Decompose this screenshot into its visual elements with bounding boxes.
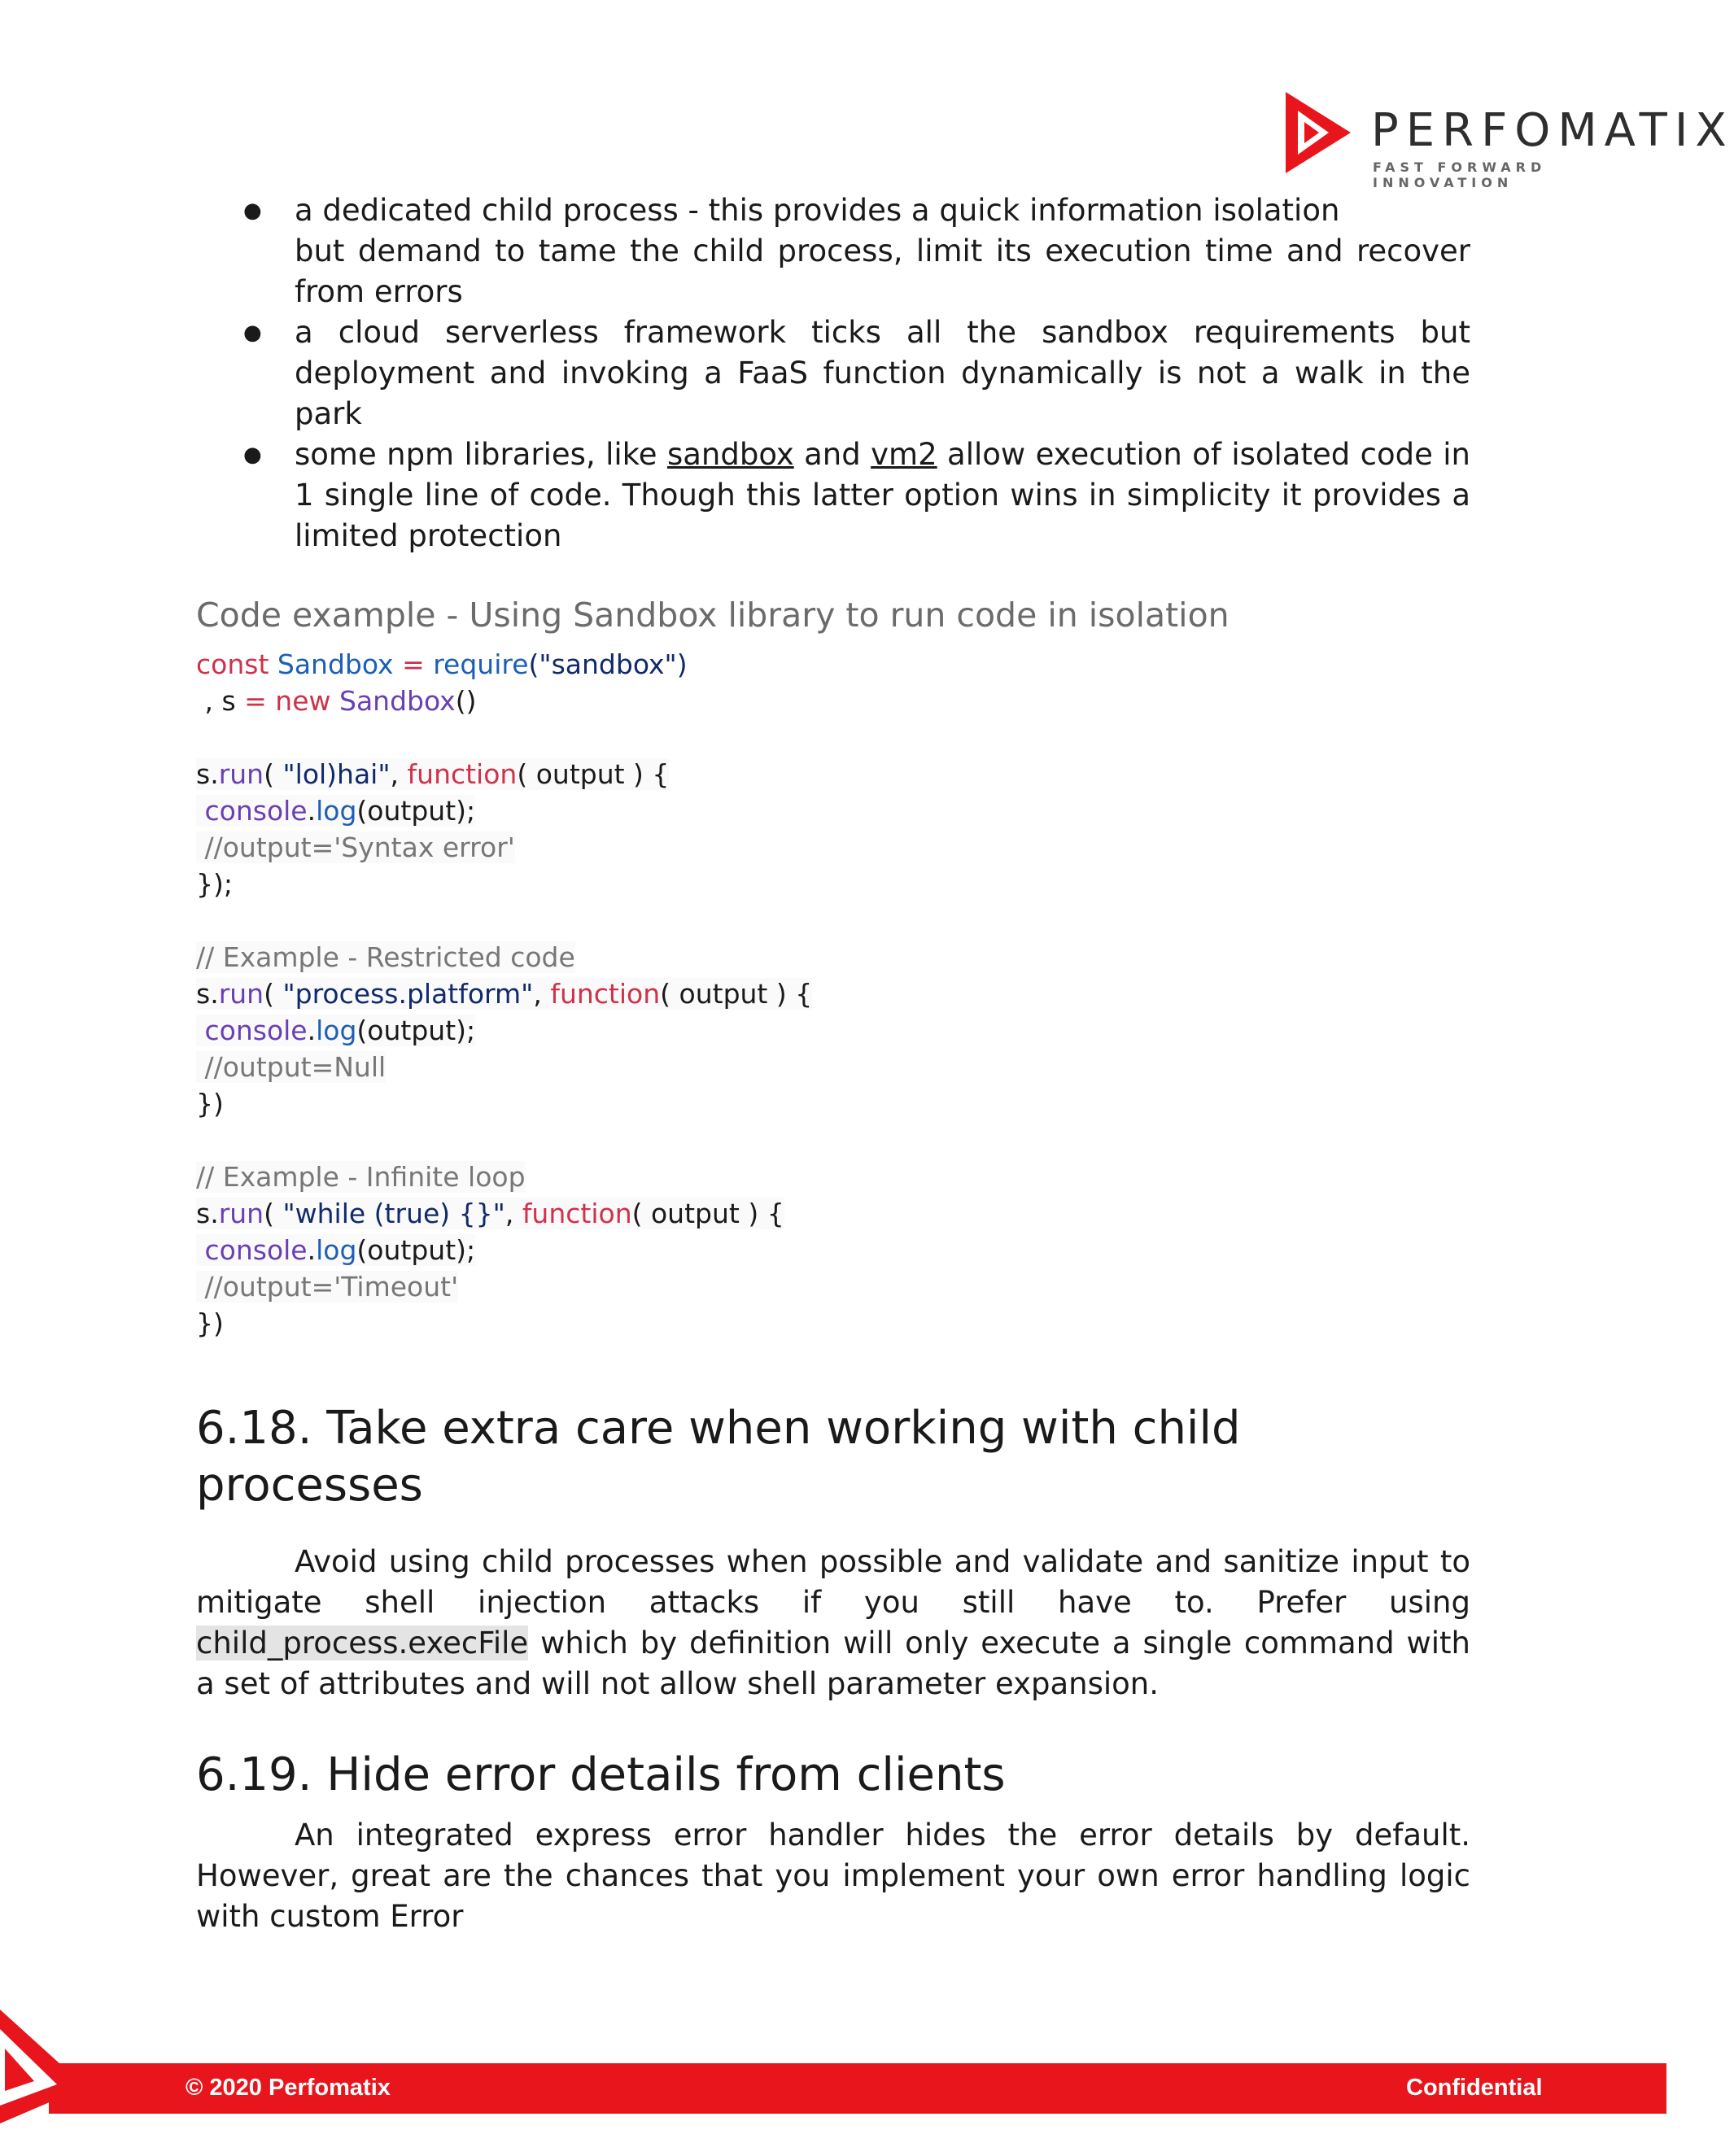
code-example-title: Code example - Using Sandbox library to run code in isolation bbox=[196, 596, 1230, 635]
footer-copyright: © 2020 Perfomatix bbox=[186, 2075, 391, 2101]
bullet-list bbox=[196, 190, 1470, 556]
bullet-1-line2: but demand to tame the child process, limit its execution time and recover from errors bbox=[295, 233, 1470, 309]
section-heading-6-19: 6.19. Hide error details from clients bbox=[196, 1748, 1006, 1801]
code-line: }); bbox=[196, 868, 233, 900]
code-line: }) bbox=[196, 1088, 224, 1119]
code-line: // Example - Restricted code bbox=[196, 941, 575, 973]
code-line: const Sandbox = require("sandbox") bbox=[196, 648, 688, 680]
vm2-link[interactable]: vm2 bbox=[871, 437, 937, 472]
footer-arrow-icon bbox=[0, 2010, 90, 2123]
code-line: //output='Syntax error' bbox=[196, 831, 515, 863]
code-line: console.log(output); bbox=[196, 792, 1470, 829]
bullet-3-after: allow execution of isolated code in 1 single line of code. Though this latter option wins in simplicity it provides a limited protection bbox=[295, 437, 1470, 553]
perfomatix-logo bbox=[1282, 88, 1734, 190]
code-line: s.run( "while (true) {}", function( output ) { bbox=[196, 1198, 784, 1229]
section-6-19-paragraph: An integrated express error handler hides the error details by default. However, great are the chances that you implement your own error handling logic with custom Error bbox=[196, 1818, 1470, 1934]
code-line: //output=Null bbox=[196, 1051, 387, 1083]
code-line: }) bbox=[196, 1307, 224, 1339]
section-heading-6-18: 6.18. Take extra care when working with child processes bbox=[196, 1402, 1241, 1512]
section-6-18-paragraph: Avoid using child processes when possible and validate and sanitize input to mitigate shell injection attacks if you still have to. Prefer using child_process.execFile which by definition will only execute a single command with a set of attributes and will not allow shell parameter expansion. bbox=[196, 1544, 1470, 1701]
logo-tagline: FAST FORWARD INNOVATION bbox=[1373, 159, 1547, 190]
play-arrow-logo-icon bbox=[1282, 88, 1355, 177]
sandbox-link[interactable]: sandbox bbox=[666, 437, 794, 472]
bullet-3-middle: and bbox=[793, 437, 871, 472]
code-line: s.run( "lol)hai", function( output ) { bbox=[196, 758, 670, 790]
logo-wordmark: PERFOMATIX bbox=[1371, 104, 1734, 157]
code-line: , s = new Sandbox() bbox=[196, 685, 477, 717]
code-line: console.log(output); bbox=[196, 1232, 1470, 1268]
inline-code-execfile: child_process.execFile bbox=[196, 1626, 529, 1661]
code-line: // Example - Infinite loop bbox=[196, 1161, 526, 1193]
bullet-3-before: some npm libraries, like bbox=[295, 437, 667, 472]
bullet-2-text: a cloud serverless framework ticks all the sandbox requirements but deployment and invoking a FaaS function dynamically is not a walk in the park bbox=[295, 315, 1470, 431]
list-item bbox=[295, 312, 1470, 434]
code-block bbox=[196, 646, 1470, 1342]
list-item bbox=[295, 434, 1470, 556]
code-line: console.log(output); bbox=[196, 1012, 1470, 1049]
code-line: s.run( "process.platform", function( output ) { bbox=[196, 978, 813, 1010]
page-content bbox=[196, 190, 1470, 1937]
footer-confidential: Confidential bbox=[1406, 2075, 1543, 2101]
code-line: //output='Timeout' bbox=[196, 1271, 459, 1303]
list-item bbox=[295, 190, 1470, 312]
page-footer bbox=[0, 2010, 1666, 2123]
bullet-1-line1: ● a dedicated child process - this provides a quick information isolation bbox=[295, 193, 1340, 228]
